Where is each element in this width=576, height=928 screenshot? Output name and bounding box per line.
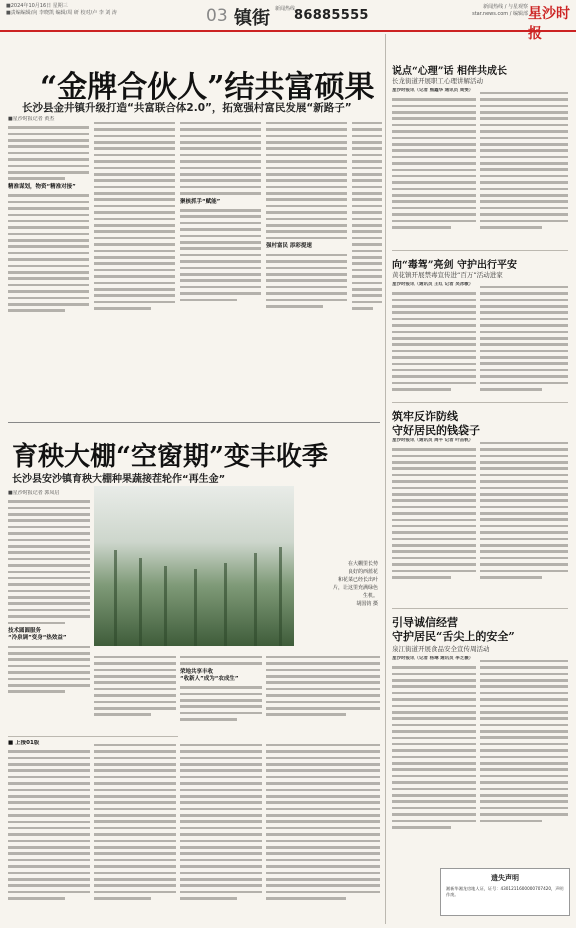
hotline-phone: 86885555	[294, 8, 369, 23]
article2-section-head-3: 荣地共享丰收	[180, 668, 214, 675]
article1-section-head-3: 强村富民 添彩提速	[266, 243, 312, 250]
editorial-info: 新闻热线 / 与星观察 star.news.com / 编辑部	[472, 4, 528, 17]
page-number: 03	[206, 6, 228, 26]
hotline-label: 新闻热线	[275, 6, 296, 12]
article1-byline: ■星沙时报记者 黄杰	[8, 116, 55, 122]
lost-notice-title: 遗失声明	[491, 874, 519, 882]
sidebar3-headline-line2: 守好居民的钱袋子	[392, 424, 480, 437]
newspaper-logo: 星沙时报	[528, 6, 570, 42]
sidebar2-byline: 星沙时报讯（通讯员 王红 记者 吴冰敏）	[392, 282, 474, 287]
sidebar4-column-1	[392, 656, 476, 856]
bottom-left-column-3	[180, 740, 262, 924]
column-divider	[385, 34, 386, 924]
sidebar-divider-2	[392, 402, 568, 403]
bottom-left-column-1	[8, 740, 90, 924]
sidebar1-subheadline: 长龙街道开展职工心理讲解活动	[392, 77, 483, 85]
article-divider	[8, 422, 380, 423]
section-title: 镇街	[234, 8, 270, 29]
sidebar2-headline: 向“毒驾”亮剑 守护出行平安	[392, 260, 517, 271]
sidebar3-byline: 星沙时报讯（通讯员 周平 记者 叶苗帆）	[392, 438, 474, 443]
sidebar1-column-1	[392, 88, 476, 246]
sidebar4-subheadline: 泉江街道开展食品安全宣传周活动	[392, 645, 490, 653]
article2-headline: 育秧大棚“空窗期”变丰收季	[12, 442, 328, 472]
article2-subheadline: 长沙县安沙镇育秧大棚种果蔬接茬轮作“再生金”	[12, 474, 226, 485]
article1-column-2	[94, 118, 175, 358]
sidebar4-headline-line1: 引导诚信经营	[392, 616, 458, 629]
article2-byline: ■星沙时报记者 郭凤启	[8, 490, 60, 496]
article2-column-4	[266, 652, 380, 732]
lost-notice-text: 湘新华湘龙房地人证，证号：4301211600000707420，声明作废。	[446, 886, 564, 897]
article2-column-1	[8, 490, 90, 730]
continued-from-head: ■ 上接01版	[8, 740, 40, 746]
sidebar4-byline: 星沙时报讯（记者 杨琳 通讯员 李芝薇）	[392, 656, 474, 661]
article1-subheadline: 长沙县金井镇升级打造“共富联合体2.0”，拓宽强村富民发展“新路子”	[22, 102, 352, 114]
sidebar4-column-2	[480, 656, 568, 856]
article1-column-1	[8, 116, 89, 358]
sidebar4-headline-line2: 守护居民“舌尖上的安全”	[392, 630, 515, 643]
bottom-left-column-4	[266, 740, 380, 924]
sidebar1-byline: 星沙时报讯（记者 熊鑫华 通讯员 周雯）	[392, 88, 474, 93]
masthead-date-info: ■2024年10月16日 星期三 ■责编编辑/向 李晓凯 编辑/周 研 校对/卢 李 刘 涛	[6, 3, 117, 16]
sidebar-divider-3	[392, 608, 568, 609]
bottom-left-column-2	[94, 740, 176, 924]
article2-section-head-2: “冷泉调”变身“热效益”	[8, 635, 67, 642]
sidebar-divider-1	[392, 250, 568, 251]
article2-column-3	[180, 652, 262, 732]
lost-notice-box	[440, 868, 570, 916]
article1-headline: “金牌合伙人”结共富硕果	[40, 70, 375, 105]
sidebar3-column-1	[392, 438, 476, 598]
sidebar1-headline: 说点“心理”话 相伴共成长	[392, 66, 507, 77]
article1-section-head-1: 精准谋划，物资“精准对接”	[8, 183, 76, 190]
masthead	[0, 0, 576, 42]
greenhouse-photo	[94, 486, 294, 646]
sidebar1-column-2	[480, 88, 568, 246]
article1-column-5	[352, 118, 382, 358]
article2-section-head-4: “收新人”成为“农成生”	[180, 675, 239, 682]
sidebar2-column-1	[392, 282, 476, 402]
article1-column-3	[180, 118, 261, 358]
article1-section-head-2: 聚核抓手“赋能”	[180, 198, 221, 205]
article2-column-2	[94, 652, 176, 732]
sidebar2-subheadline: 黄花镇开展禁毒宣传进“百万”活动进家	[392, 271, 503, 279]
article2-section-head-1: 技术圆圆服务	[8, 628, 42, 635]
lower-divider	[8, 736, 178, 737]
sidebar3-headline-line1: 筑牢反诈防线	[392, 410, 458, 423]
article1-column-4	[266, 118, 347, 358]
sidebar2-column-2	[480, 282, 568, 402]
sidebar3-column-2	[480, 438, 568, 598]
photo-caption: 在大棚里长势 良好的西蓝花 和花菜已经长出叶 片，让这里充满绿色 生机。 胡国钧 摄	[332, 561, 378, 607]
